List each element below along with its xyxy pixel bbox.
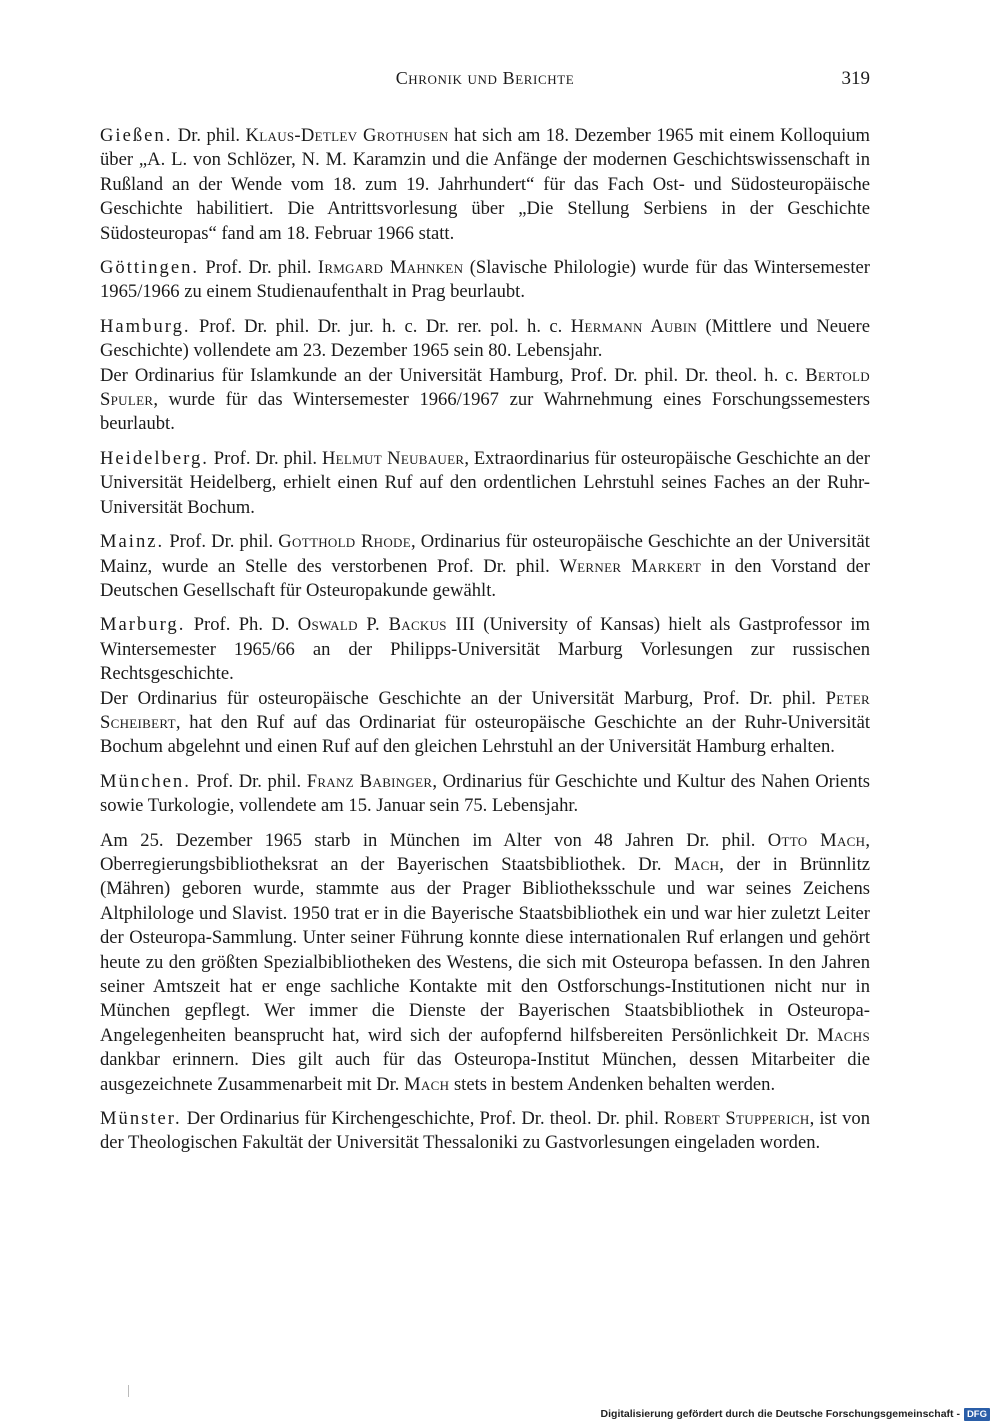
- text-run: hat sich am 18. Dezember 1965 mit einem Kolloquium über „A. L. von Schlözer, N. M. Karamzin und die Anfänge der modernen Geschichtswissenschaft in Rußland an der Wende vom 18. zum 19. Jahrhundert“ für das Fach Ost- und Südosteuropäische Geschichte habilitiert. Die Antrittsvorlesung über „Die Stellung Serbiens in der Geschichte Südosteuropas“ fand am 18. Februar 1966 statt.: [100, 125, 870, 244]
- person-name: Klaus-Detlev Grothusen: [245, 125, 449, 146]
- entry-muenchen: [100, 770, 870, 819]
- person-name: Otto Mach: [767, 829, 866, 851]
- text-run: , Ordinarius für Geschichte und Kultur des Nahen Orients sowie Turkologie, vollendete am 15. Januar sein 75. Lebensjahr.: [100, 770, 870, 817]
- text-run: (Slavische Philologie) wurde für das Wintersemester 1965/1966 zu einem Studienaufenthalt in Prag beurlaubt.: [100, 257, 870, 303]
- text-run: Der Ordinarius für Islamkunde an der Universität Hamburg, Prof. Dr. phil. Dr. theol. h. c.: [100, 364, 806, 386]
- text-run: dankbar erinnern. Dies gilt auch für das Osteuropa-Institut München, dessen Mitarbeiter die ausgezeichnete Zusammenarbeit mit Dr.: [100, 1049, 870, 1095]
- text-run: Prof. Dr. phil.: [164, 531, 279, 553]
- person-name: Hermann Aubin: [570, 315, 698, 337]
- text-run: , ist von der Theologischen Fakultät der Universität Thessaloniki zu Gastvorlesungen eingeladen worden.: [100, 1108, 871, 1154]
- place-name: Marburg.: [100, 614, 186, 636]
- entry-muenchen-obituary: [100, 829, 870, 1097]
- place-name: Münster.: [100, 1108, 182, 1130]
- text-run: , Oberregierungsbibliotheksrat an der Bayerischen Staatsbibliothek. Dr.: [100, 829, 870, 875]
- entry-marburg: [100, 613, 870, 686]
- entry-goettingen: [100, 256, 870, 305]
- text-run: , Ordinarius für osteuropäische Geschichte an der Universität Mainz, wurde an Stelle des verstorbenen Prof. Dr. phil.: [100, 531, 870, 577]
- page-number: 319: [841, 68, 870, 89]
- place-name: München.: [100, 770, 191, 792]
- text-run: Dr. phil.: [172, 125, 246, 146]
- entry-marburg-cont: [100, 687, 870, 760]
- entry-giessen: [100, 124, 870, 246]
- text-run: Prof. Dr. phil. Dr. jur. h. c. Dr. rer. pol. h. c.: [190, 315, 571, 337]
- person-name: Peter Scheibert: [100, 687, 870, 733]
- place-name: Gießen.: [100, 125, 173, 146]
- person-name: Helmut Neubauer: [321, 447, 465, 469]
- text-run: Prof. Ph. D.: [185, 614, 298, 636]
- entry-mainz: [100, 530, 870, 603]
- text-run: Prof. Dr. phil.: [199, 257, 318, 279]
- place-name: Hamburg.: [100, 315, 191, 337]
- person-name: Gotthold Rhode: [278, 531, 411, 553]
- entry-muenster: [100, 1107, 870, 1156]
- footer-text: Digitalisierung gefördert durch die Deutsche Forschungsgemeinschaft -: [600, 1408, 960, 1420]
- text-run: , hat den Ruf auf das Ordinariat für osteuropäische Geschichte an der Ruhr-Universität Bochum abgelehnt und einen Ruf auf den gleichen Lehrstuhl an der Universität Hamburg erhalten.: [100, 711, 870, 758]
- place-name: Heidelberg.: [100, 447, 209, 469]
- person-name: Irmgard Mahnken: [317, 257, 464, 279]
- person-name: Mach: [404, 1073, 450, 1095]
- text-run: Prof. Dr. phil.: [208, 447, 322, 469]
- person-name: Oswald P. Backus III: [297, 614, 475, 636]
- text-run: Prof. Dr. phil.: [190, 770, 307, 792]
- text-run: , Extraordinarius für osteuropäische Geschichte an der Universität Heidelberg, erhielt einen Ruf auf den ordentlichen Lehrstuhl seines Faches an der Ruhr-Universität Bochum.: [100, 447, 870, 518]
- place-name: Mainz.: [100, 531, 165, 553]
- person-name: Mach: [674, 853, 720, 875]
- person-name: Bertold Spuler: [100, 364, 870, 411]
- person-name: Robert Stupperich: [663, 1108, 810, 1130]
- scan-speck: [128, 1385, 129, 1397]
- dfg-logo-icon: DFG: [964, 1408, 990, 1421]
- entry-hamburg-cont: [100, 364, 870, 437]
- entry-heidelberg: [100, 447, 870, 520]
- text-run: (Mittlere und Neuere Geschichte) vollendete am 23. Dezember 1965 sein 80. Lebensjahr.: [100, 315, 870, 362]
- text-run: , wurde für das Wintersemester 1966/1967 zur Wahrnehmung eines Forschungssemesters beurlaubt.: [100, 389, 870, 435]
- digitization-footer: [601, 1406, 990, 1422]
- running-head: Chronik und Berichte: [395, 68, 575, 88]
- text-run: Am 25. Dezember 1965 starb in München im Alter von 48 Jahren Dr. phil.: [100, 829, 768, 851]
- text-run: Der Ordinarius für Kirchengeschichte, Prof. Dr. theol. Dr. phil.: [181, 1108, 664, 1130]
- person-name: Machs: [817, 1024, 870, 1046]
- article-body: [100, 124, 870, 1166]
- person-name: Franz Babinger: [306, 770, 433, 792]
- text-run: (University of Kansas) hielt als Gastprofessor im Wintersemester 1965/66 an der Philipps-Universität Marburg Vorlesungen zur russischen Rechtsgeschichte.: [100, 614, 870, 685]
- entry-hamburg: [100, 315, 870, 364]
- text-run: stets in bestem Andenken behalten werden.: [449, 1073, 776, 1095]
- text-run: in den Vorstand der Deutschen Gesellschaft für Osteuropakunde gewählt.: [100, 555, 870, 601]
- page-header: [100, 68, 870, 98]
- text-run: , der in Brünnlitz (Mähren) geboren wurde, stammte aus der Prager Bibliotheksschule und war seines Zeichens Altphilologe und Slavist. 1950 trat er in die Bayerische Staatsbibliothek ein und war hier zuletzt Leiter der Osteuropa-Sammlung. Unter seiner Führung konnte diese internationalen Ruf erlangen und gehört heute zu den größten Spezialbibliotheken des Westens, die sich mit Osteuropa befassen. In den Jahren seiner Amtszeit hat er enge sachliche Kontakte mit den Ostforschungs-Institutionen nicht nur in München gepflegt. Wer immer die Dienste der Bayerischen Staatsbibliothek in Osteuropa-Angelegenheiten beansprucht hat, wird sich der aufopfernd hilfsbereiten Persönlichkeit Dr.: [100, 853, 870, 1046]
- person-name: Werner Markert: [559, 555, 702, 577]
- place-name: Göttingen.: [100, 257, 200, 279]
- text-run: Der Ordinarius für osteuropäische Geschichte an der Universität Marburg, Prof. Dr. phil.: [100, 687, 826, 709]
